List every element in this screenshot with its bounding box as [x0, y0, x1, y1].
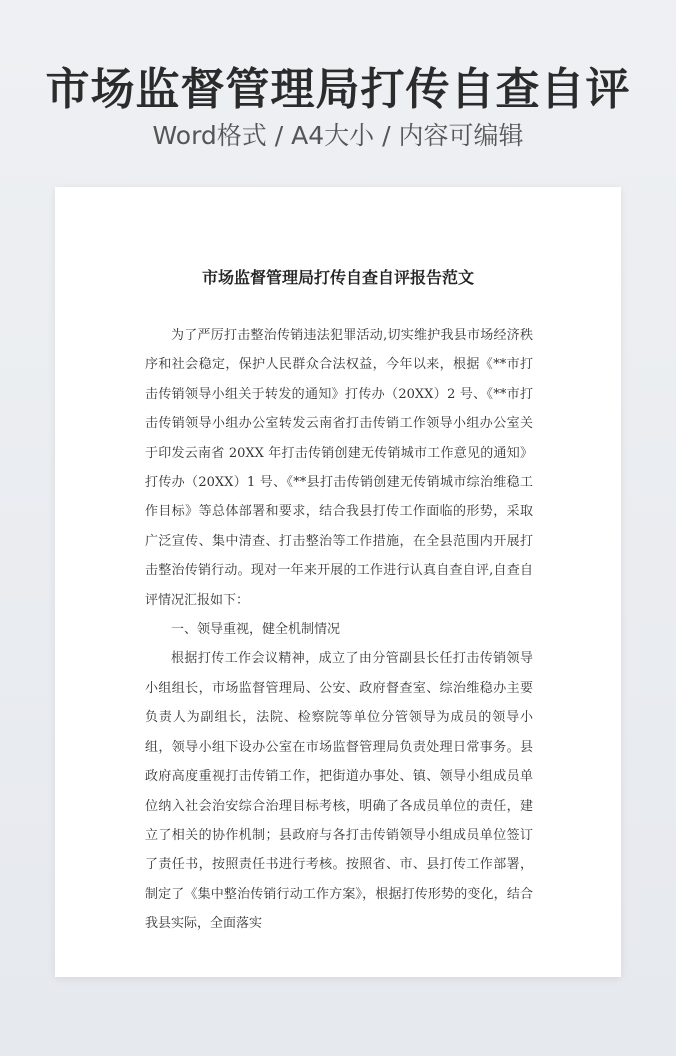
- banner-title: 市场监督管理局打传自查自评: [45, 64, 631, 115]
- document-paragraph-leadership: 根据打传工作会议精神，成立了由分管副县长任打击传销领导小组组长，市场监督管理局、公安、政府督查室、综治维稳办主要负责人为副组长，法院、检察院等单位分管领导为成员的领导小组，领导小组下设办公室在市场监督管理局负责处理日常事务。县政府高度重视打击传销工作，把街道办事处、镇、领导小组成员单位纳入社会治安综合治理目标考核，明确了各成员单位的责任，建立了相关的协作机制；县政府与各打击传销领导小组成员单位签订了责任书，按照责任书进行考核。按照省、市、县打传工作部署，制定了《集中整治传销行动工作方案》，根据打传形势的变化，结合我县实际，全面落实: [145, 651, 533, 932]
- banner-subtitle: Word格式 / A4大小 / 内容可编辑: [152, 121, 524, 150]
- document-section-heading: 一、领导重视，健全机制情况: [171, 622, 341, 638]
- document-page: [55, 187, 621, 977]
- document-paragraph-intro: 为了严厉打击整治传销违法犯罪活动,切实维护我县市场经济秩序和社会稳定，保护人民群众合法权益，今年以来，根据《**市打击传销领导小组关于转发的通知》打传办（20XX）2 号、《**市打击传销领导小组办公室转发云南省打击传销工作领导小组办公室关于印发云南省 20XX 年打击传销创建无传销城市工作意见的通知》打传办（20XX）1 号、《**县打击传销创建无传销城市综治维稳工作目标》等总体部署和要求，结合我县打传工作面临的形势，采取广泛宣传、集中清查、打击整治等工作措施，在全县范围内开展打击整治传销行动。现对一年来开展的工作进行认真自查自评,自查自评情况汇报如下：: [145, 328, 533, 608]
- document-title: 市场监督管理局打传自查自评报告范文: [201, 268, 474, 287]
- document-body: [145, 321, 533, 939]
